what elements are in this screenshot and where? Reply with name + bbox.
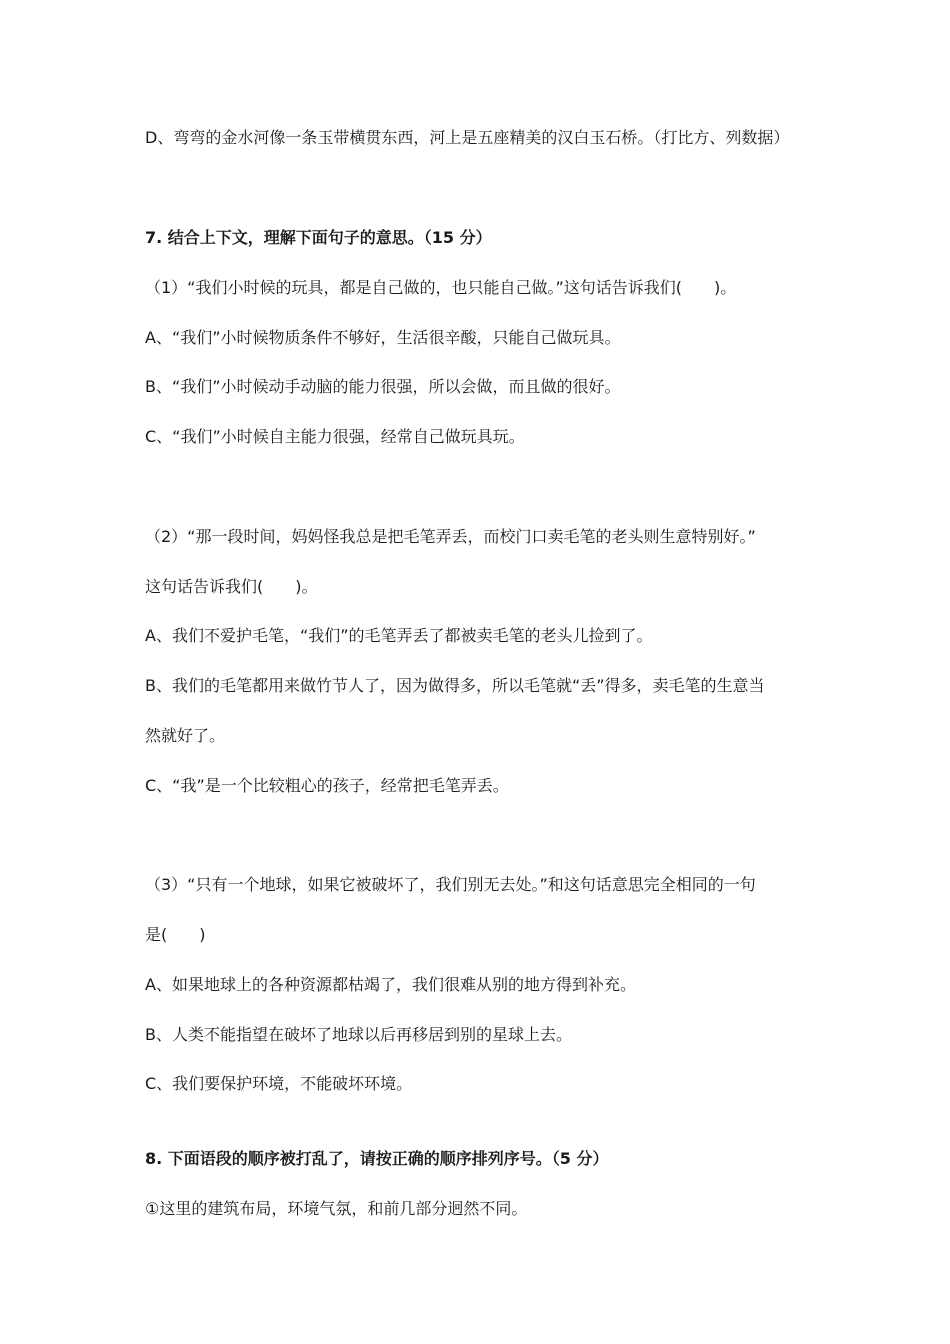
q7-2-prompt-line1: （2）“那一段时间，妈妈怪我总是把毛笔弄丢，而校门口卖毛笔的老头则生意特别好。” bbox=[145, 527, 756, 546]
q7-3-option-c: C、我们要保护环境，不能破坏环境。 bbox=[145, 1074, 413, 1093]
q7-3-option-a: A、如果地球上的各种资源都枯竭了，我们很难从别的地方得到补充。 bbox=[145, 975, 636, 994]
question-7-heading: 7. 结合上下文，理解下面句子的意思。（15 分） bbox=[145, 228, 492, 247]
q7-2-option-b-line1: B、我们的毛笔都用来做竹节人了，因为做得多，所以毛笔就“丢”得多，卖毛笔的生意当 bbox=[145, 676, 765, 695]
option-d-line: D、弯弯的金水河像一条玉带横贯东西，河上是五座精美的汉白玉石桥。（打比方、列数据） bbox=[145, 128, 790, 147]
q7-2-option-a: A、我们不爱护毛笔，“我们”的毛笔弄丢了都被卖毛笔的老头儿捡到了。 bbox=[145, 626, 653, 645]
q7-1-option-b: B、“我们”小时候动手动脑的能力很强，所以会做，而且做的很好。 bbox=[145, 377, 621, 396]
q7-1-prompt: （1）“我们小时候的玩具，都是自己做的，也只能自己做。”这句话告诉我们( )。 bbox=[145, 278, 737, 297]
q7-3-prompt-line2: 是( ) bbox=[145, 925, 206, 944]
q7-3-prompt-line1: （3）“只有一个地球，如果它被破坏了，我们别无去处。”和这句话意思完全相同的一句 bbox=[145, 875, 756, 894]
question-8-heading: 8. 下面语段的顺序被打乱了，请按正确的顺序排列序号。（5 分） bbox=[145, 1149, 609, 1168]
q7-1-option-a: A、“我们”小时候物质条件不够好，生活很辛酸，只能自己做玩具。 bbox=[145, 328, 621, 347]
q7-2-option-b-line2: 然就好了。 bbox=[145, 726, 226, 745]
q8-sentence-1: ①这里的建筑布局，环境气氛，和前几部分迥然不同。 bbox=[145, 1199, 528, 1218]
q7-3-option-b: B、人类不能指望在破坏了地球以后再移居到别的星球上去。 bbox=[145, 1025, 572, 1044]
q7-1-option-c: C、“我们”小时候自主能力很强，经常自己做玩具玩。 bbox=[145, 427, 525, 446]
q7-2-prompt-line2: 这句话告诉我们( )。 bbox=[145, 577, 318, 596]
q7-2-option-c: C、“我”是一个比较粗心的孩子，经常把毛笔弄丢。 bbox=[145, 776, 509, 795]
